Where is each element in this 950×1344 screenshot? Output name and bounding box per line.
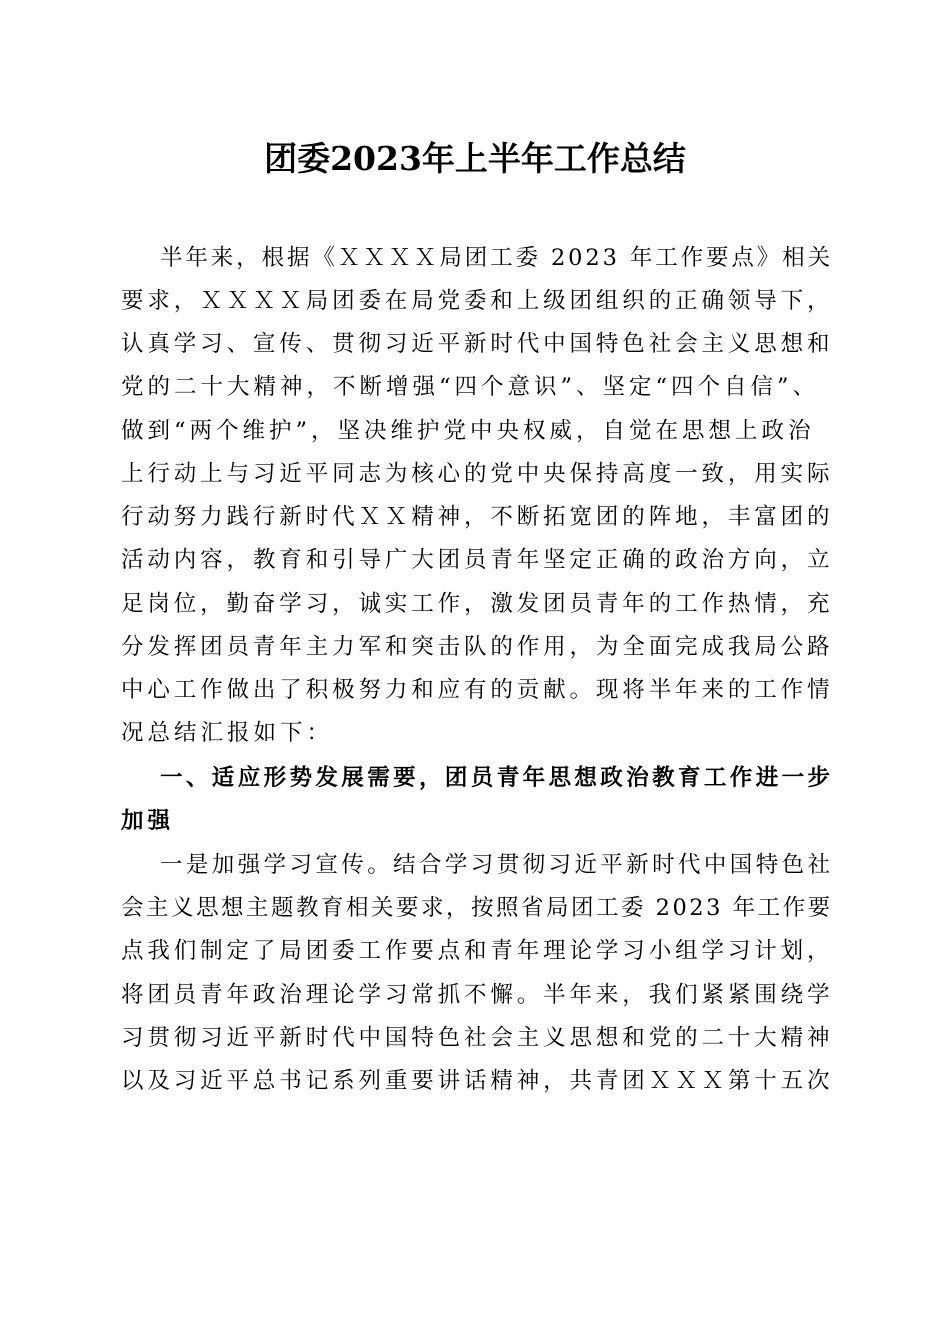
section-line: 将团员青年政治理论学习常抓不懈。半年来，我们紧紧围绕学 bbox=[121, 982, 834, 1008]
intro-line: 活动内容，教育和引导广大团员青年坚定正确的政治方向，立 bbox=[121, 547, 834, 573]
intro-line: 上行动上与习近平同志为核心的党中央保持高度一致，用实际 bbox=[121, 461, 834, 487]
section-line: 习贯彻习近平新时代中国特色社会主义思想和党的二十大精神 bbox=[121, 1025, 834, 1051]
section-line: 一是加强学习宣传。结合学习贯彻习近平新时代中国特色社 bbox=[160, 852, 834, 878]
intro-line: 要求，ＸＸＸＸ局团委在局党委和上级团组织的正确领导下， bbox=[121, 288, 834, 314]
section-line: 会主义思想主题教育相关要求，按照省局团工委 2023 年工作要 bbox=[121, 895, 833, 921]
intro-line: 做到“两个维护”，坚决维护党中央权威，自觉在思想上政治 bbox=[121, 418, 815, 444]
section-heading: 加强 bbox=[121, 808, 175, 834]
intro-line: 足岗位，勤奋学习，诚实工作，激发团员青年的工作热情，充 bbox=[121, 591, 834, 617]
intro-line: 党的二十大精神，不断增强“四个意识”、坚定“四个自信”、 bbox=[121, 374, 820, 400]
intro-line: 中心工作做出了积极努力和应有的贡献。现将半年来的工作情 bbox=[121, 677, 834, 703]
section-line: 以及习近平总书记系列重要讲话精神，共青团ＸＸＸ第十五次 bbox=[121, 1068, 834, 1094]
document-title: 团委2023年上半年工作总结 bbox=[264, 139, 686, 178]
intro-line: 况总结汇报如下： bbox=[121, 720, 334, 746]
intro-line: 分发挥团员青年主力军和突击队的作用，为全面完成我局公路 bbox=[121, 634, 834, 660]
section-heading: 一、适应形势发展需要，团员青年思想政治教育工作进一步 bbox=[160, 765, 834, 791]
intro-line: 认真学习、宣传、贯彻习近平新时代中国特色社会主义思想和 bbox=[121, 331, 834, 357]
section-line: 点我们制定了局团委工作要点和青年理论学习小组学习计划， bbox=[121, 938, 834, 964]
intro-line: 行动努力践行新时代ＸＸ精神，不断拓宽团的阵地，丰富团的 bbox=[121, 504, 834, 530]
intro-line: 半年来，根据《ＸＸＸＸ局团工委 2023 年工作要点》相关 bbox=[160, 245, 833, 271]
